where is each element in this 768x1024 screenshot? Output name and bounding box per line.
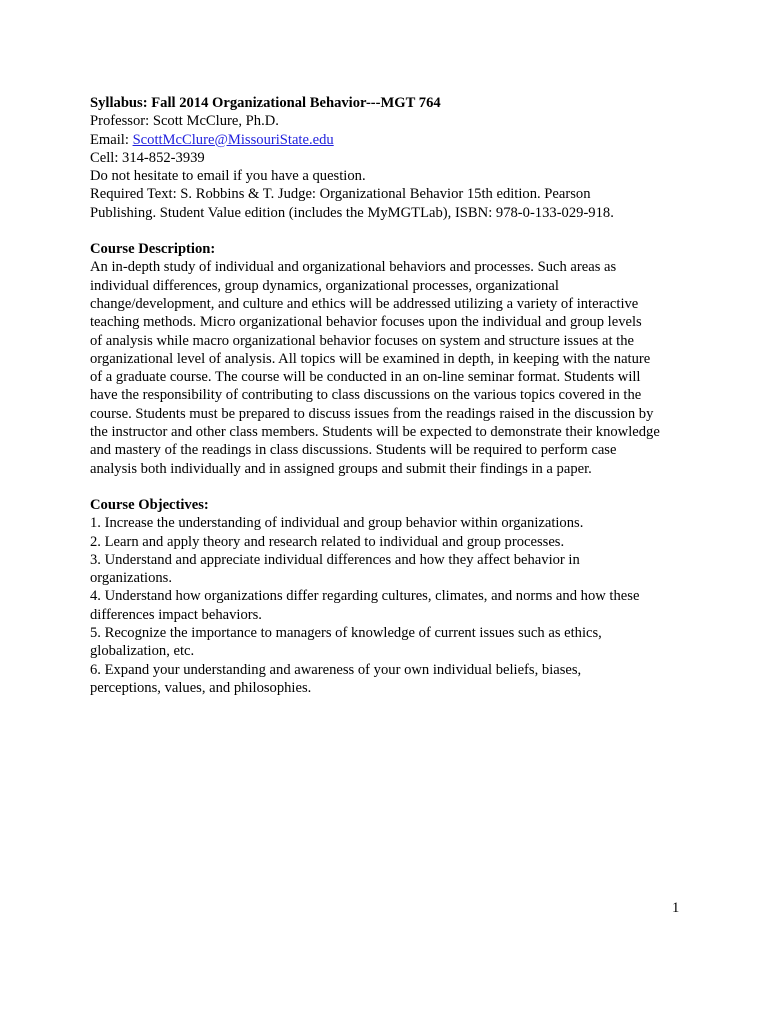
course-description-heading: Course Description: — [90, 241, 216, 258]
description-line: of analysis while macro organizational behavior focuses on system and structure issues at the — [90, 332, 635, 349]
email-link[interactable]: ScottMcClure@MissouriState.edu — [132, 131, 334, 148]
description-line: organizational level of analysis. All topics will be examined in depth, in keeping with the nature — [90, 350, 651, 367]
syllabus-title: Syllabus: Fall 2014 Organizational Behavior---MGT 764 — [90, 95, 441, 111]
objective-line: 3. Understand and appreciate individual differences and how they affect behavior in — [90, 551, 580, 568]
objective-line: 6. Expand your understanding and awareness of your own individual beliefs, biases, — [90, 661, 582, 678]
objective-line: 4. Understand how organizations differ regarding cultures, climates, and norms and how these — [90, 588, 640, 605]
objective-line: globalization, etc. — [90, 643, 195, 660]
description-line: course. Students must be prepared to discuss issues from the readings raised in the discussion by — [90, 405, 654, 422]
cell-line: Cell: 314-852-3939 — [90, 149, 205, 166]
description-line: change/development, and culture and ethics will be addressed utilizing a variety of interactive — [90, 295, 639, 312]
required-text-line: Required Text: S. Robbins & T. Judge: Organizational Behavior 15th edition. Pearson — [90, 186, 591, 203]
email-line — [90, 131, 690, 149]
description-line: and mastery of the readings in class discussions. Students will be required to perform case — [90, 442, 617, 459]
description-line: of a graduate course. The course will be conducted in an on-line seminar format. Students will — [90, 369, 641, 386]
required-text-line: Publishing. Student Value edition (includes the MyMGTLab), ISBN: 978-0-133-029-918. — [90, 204, 614, 221]
objective-line: 1. Increase the understanding of individual and group behavior within organizations. — [90, 515, 584, 532]
description-line: teaching methods. Micro organizational behavior focuses upon the individual and group levels — [90, 314, 642, 331]
section-spacer — [90, 478, 690, 496]
email-label: Email: — [90, 131, 133, 148]
description-line: individual differences, group dynamics, organizational processes, organizational — [90, 277, 559, 294]
objective-line: 5. Recognize the importance to managers of knowledge of current issues such as ethics, — [90, 625, 602, 642]
course-objectives-heading: Course Objectives: — [90, 496, 209, 513]
description-line: the instructor and other class members. Students will be expected to demonstrate their knowledge — [90, 424, 660, 441]
description-line: An in-depth study of individual and organizational behaviors and processes. Such areas as — [90, 259, 617, 276]
professor-line: Professor: Scott McClure, Ph.D. — [90, 113, 279, 130]
objective-line: perceptions, values, and philosophies. — [90, 679, 312, 696]
objective-line: differences impact behaviors. — [90, 606, 262, 623]
objective-line: 2. Learn and apply theory and research related to individual and group processes. — [90, 533, 565, 550]
description-line: have the responsibility of contributing to class discussions on the various topics covered in the — [90, 387, 642, 404]
objective-line: organizations. — [90, 570, 173, 587]
page-number: 1 — [672, 900, 680, 916]
section-spacer — [90, 222, 690, 240]
contact-note: Do not hesitate to email if you have a question. — [90, 168, 366, 185]
syllabus-page — [90, 94, 690, 697]
description-line: analysis both individually and in assigned groups and submit their findings in a paper. — [90, 460, 592, 477]
